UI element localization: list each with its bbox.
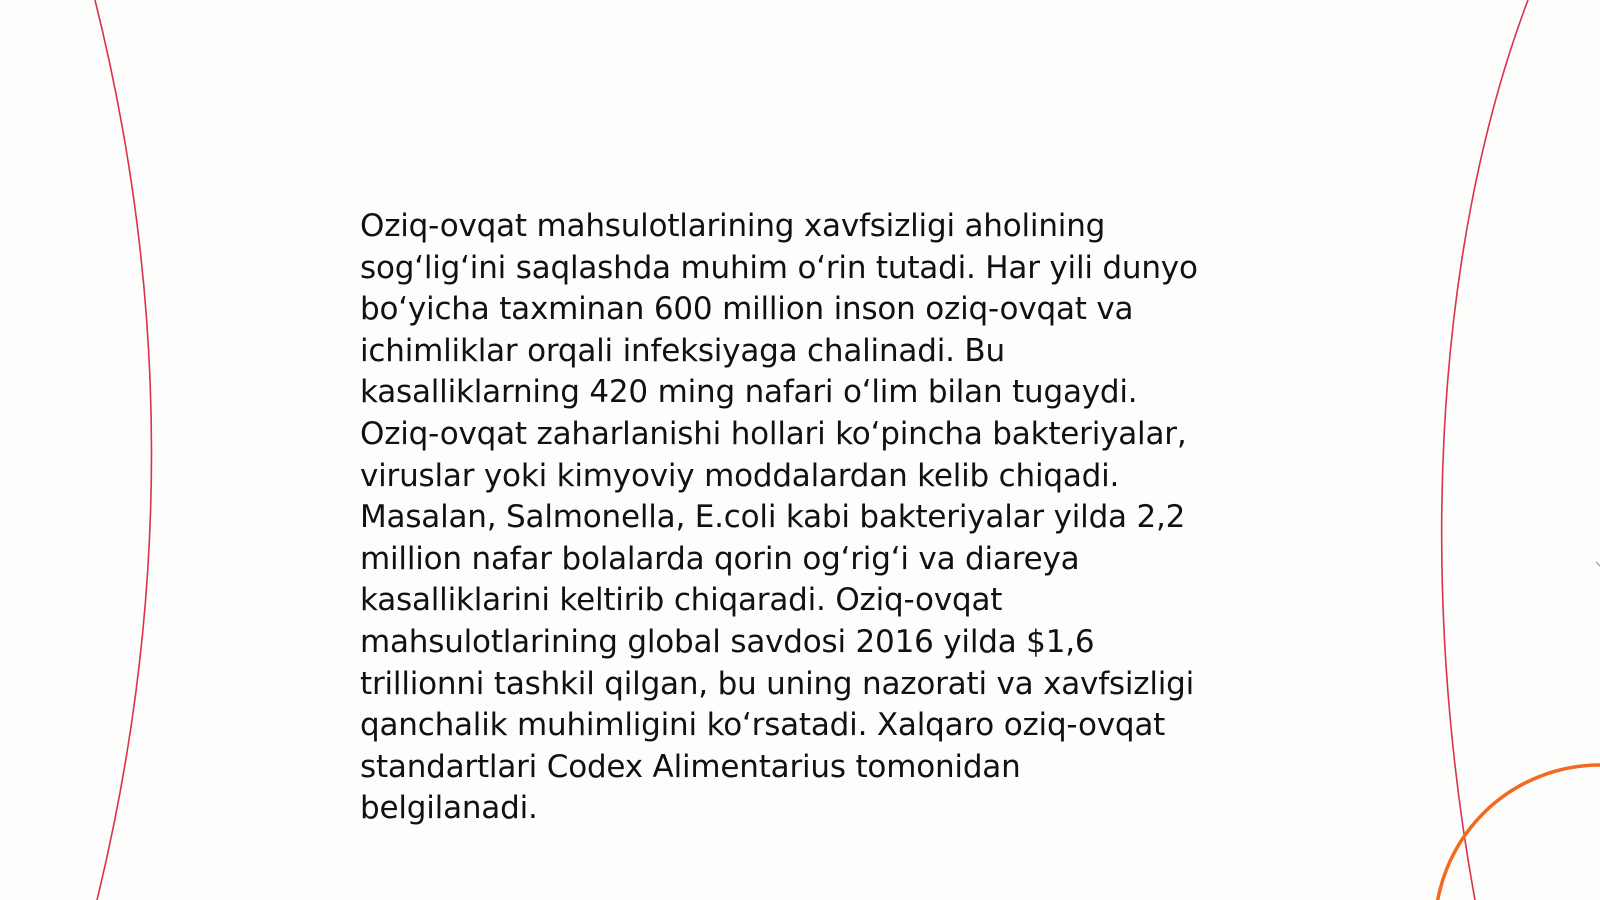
right-curve-line [1442,0,1528,900]
body-paragraph [360,206,1260,830]
body-line: kasalliklarini keltirib chiqaradi. Oziq-ovqat [360,582,1003,619]
body-line: standartlari Codex Alimentarius tomonidan [360,748,1021,785]
body-line: bo‘yicha taxminan 600 million inson oziq-ovqat va [360,291,1134,328]
body-line: mahsulotlarining global savdosi 2016 yilda $1,6 [360,623,1095,660]
body-line: kasalliklarning 420 ming nafari o‘lim bilan tugaydi. [360,374,1138,411]
left-curve-line [95,0,152,900]
body-line: Masalan, Salmonella, E.coli kabi bakteriyalar yilda 2,2 [360,499,1186,536]
body-line: Oziq-ovqat zaharlanishi hollari ko‘pincha bakteriyalar, [360,415,1187,452]
body-line: million nafar bolalarda qorin og‘rig‘i va diareya [360,540,1080,577]
body-line: trillionni tashkil qilgan, bu uning nazorati va xavfsizligi [360,665,1195,702]
body-line: belgilanadi. [360,790,538,827]
body-line: ichimliklar orqali infeksiyaga chalinadi. Bu [360,332,1005,369]
body-line: viruslar yoki kimyoviy moddalardan kelib chiqadi. [360,457,1120,494]
orange-circle-outline [1435,765,1600,900]
right-edge-mark [1596,562,1600,566]
body-line: Oziq-ovqat mahsulotlarining xavfsizligi aholining [360,208,1106,244]
body-line: sog‘lig‘ini saqlashda muhim o‘rin tutadi. Har yili dunyo [360,249,1198,286]
body-line: qanchalik muhimligini ko‘rsatadi. Xalqaro oziq-ovqat [360,707,1166,744]
